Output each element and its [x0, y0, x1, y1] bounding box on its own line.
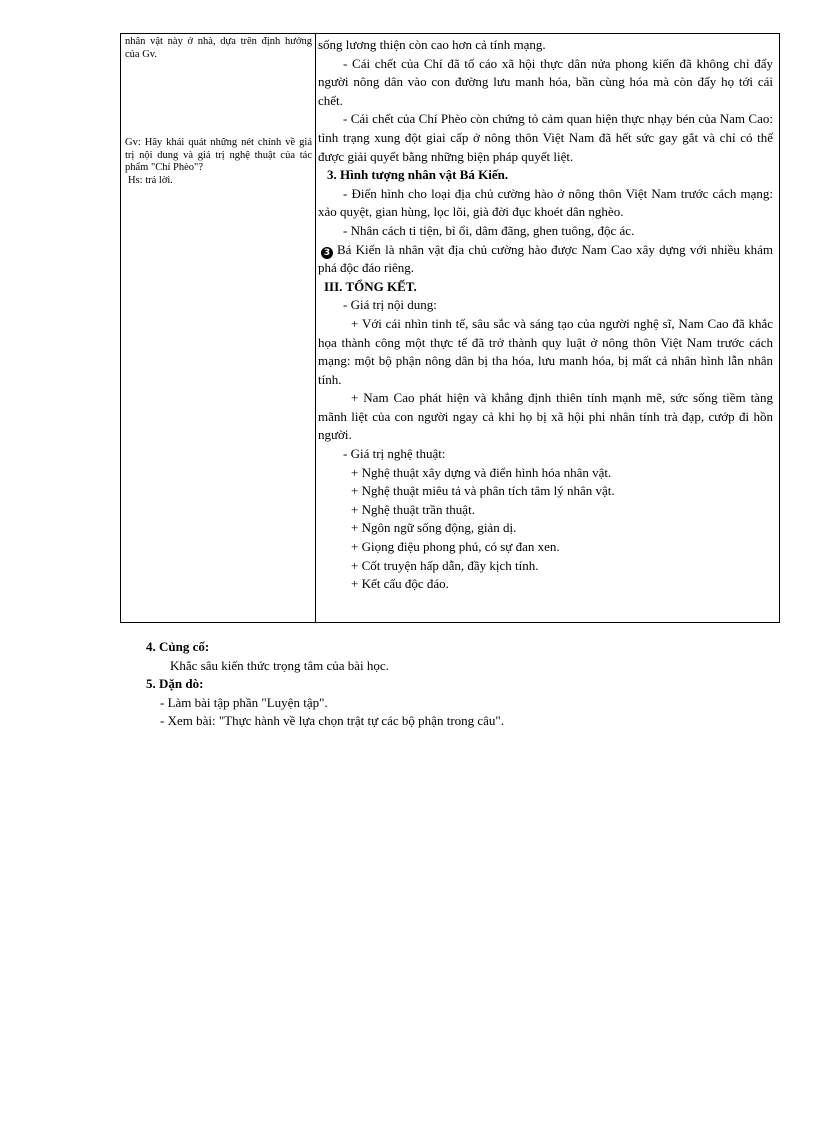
list-item: + Giọng điệu phong phú, có sự đan xen.: [351, 539, 560, 555]
left-paragraph: nhân vật này ở nhà, dựa trên định hướng của Gv.: [125, 36, 312, 60]
bullet-text: Bá Kiến là nhân vật địa chủ cường hào được Nam Cao xây dựng với nhiều khám phá độc đáo riêng.: [318, 241, 773, 276]
left-paragraph: Gv: Hãy khái quát những nét chính về giá trị nội dung và giá trị nghệ thuật của tác phẩm "Chí Phèo"?: [125, 137, 312, 173]
content-paragraph: + Nam Cao phát hiện và khẳng định thiên tính mạnh mẽ, sức sống tiềm tàng mãnh liệt của con người ngay cả khi họ bị xã hội phi nhân tính trà đạp, cướp đi hồn người.: [318, 390, 773, 443]
list-item: + Nghệ thuật miêu tả và phân tích tâm lý nhân vật.: [351, 483, 615, 499]
list-item: + Kết cấu độc đáo.: [351, 576, 449, 592]
content-line: sống lương thiện còn cao hơn cả tính mạng.: [318, 37, 546, 52]
content-paragraph: + Với cái nhìn tinh tế, sâu sắc và sáng tạo của người nghệ sĩ, Nam Cao đã khắc họa thành công một thực tế đã trở thành quy luật ở nông thôn Việt Nam trước cách mạng: một bộ phận nông dân bị tha hóa, lưu manh hóa, bị mất cả nhân hình lẫn nhân tính.: [318, 315, 773, 387]
section-heading: 3. Hình tượng nhân vật Bá Kiến.: [327, 167, 509, 183]
content-paragraph: - Cái chết của Chí Phèo còn chứng tỏ cảm quan hiện thực nhạy bén của Nam Cao: tình trạng xung đột giai cấp ở nông thôn Việt Nam đã hết sức gay gắt và chỉ có thể được giải quyết bằng những biện pháp quyết liệt.: [318, 111, 773, 164]
section-heading: III. TỔNG KẾT.: [324, 278, 417, 294]
list-item: - Làm bài tập phần "Luyện tập".: [160, 694, 328, 710]
content-paragraph: - Nhân cách ti tiện, bỉ ổi, dâm đãng, ghen tuông, độc ác.: [343, 222, 635, 238]
list-item: + Ngôn ngữ sống động, giản dị.: [351, 520, 517, 536]
content-cell: [316, 34, 780, 623]
list-item: + Nghệ thuật xây dựng và điển hình hóa nhân vật.: [351, 464, 612, 480]
table-row: [121, 34, 780, 623]
content-label: - Giá trị nghệ thuật:: [343, 446, 446, 462]
section-heading: 4. Củng cố:: [146, 639, 210, 654]
content-paragraph: - Điển hình cho loại địa chủ cường hào ở nông thôn Việt Nam trước cách mạng: xảo quyệt, gian hùng, lọc lõi, già đời đục khoét dân nghèo.: [318, 185, 773, 220]
list-item: + Nghệ thuật trần thuật.: [351, 501, 475, 517]
lesson-table: [120, 33, 780, 623]
teacher-activity-cell: [121, 34, 316, 623]
left-paragraph: Hs: trả lời.: [128, 174, 173, 186]
section-text: Khắc sâu kiến thức trọng tâm của bài học.: [170, 657, 389, 673]
content-paragraph: - Cái chết của Chí đã tố cáo xã hội thực dân nửa phong kiến đã không chỉ đẩy người nông dân vào con đường lưu manh hóa, bần cùng hóa mà còn đẩy họ tới cái chết.: [318, 55, 773, 108]
numbered-bullet-icon: 3: [321, 247, 333, 259]
list-item: + Cốt truyện hấp dẫn, đầy kịch tính.: [351, 557, 539, 573]
lesson-footer-sections: [0, 638, 816, 731]
content-paragraph: [318, 241, 773, 278]
list-item: - Xem bài: "Thực hành về lựa chọn trật tự các bộ phận trong câu".: [160, 713, 504, 729]
content-label: - Giá trị nội dung:: [343, 297, 437, 313]
section-heading: 5. Dặn dò:: [146, 676, 204, 692]
